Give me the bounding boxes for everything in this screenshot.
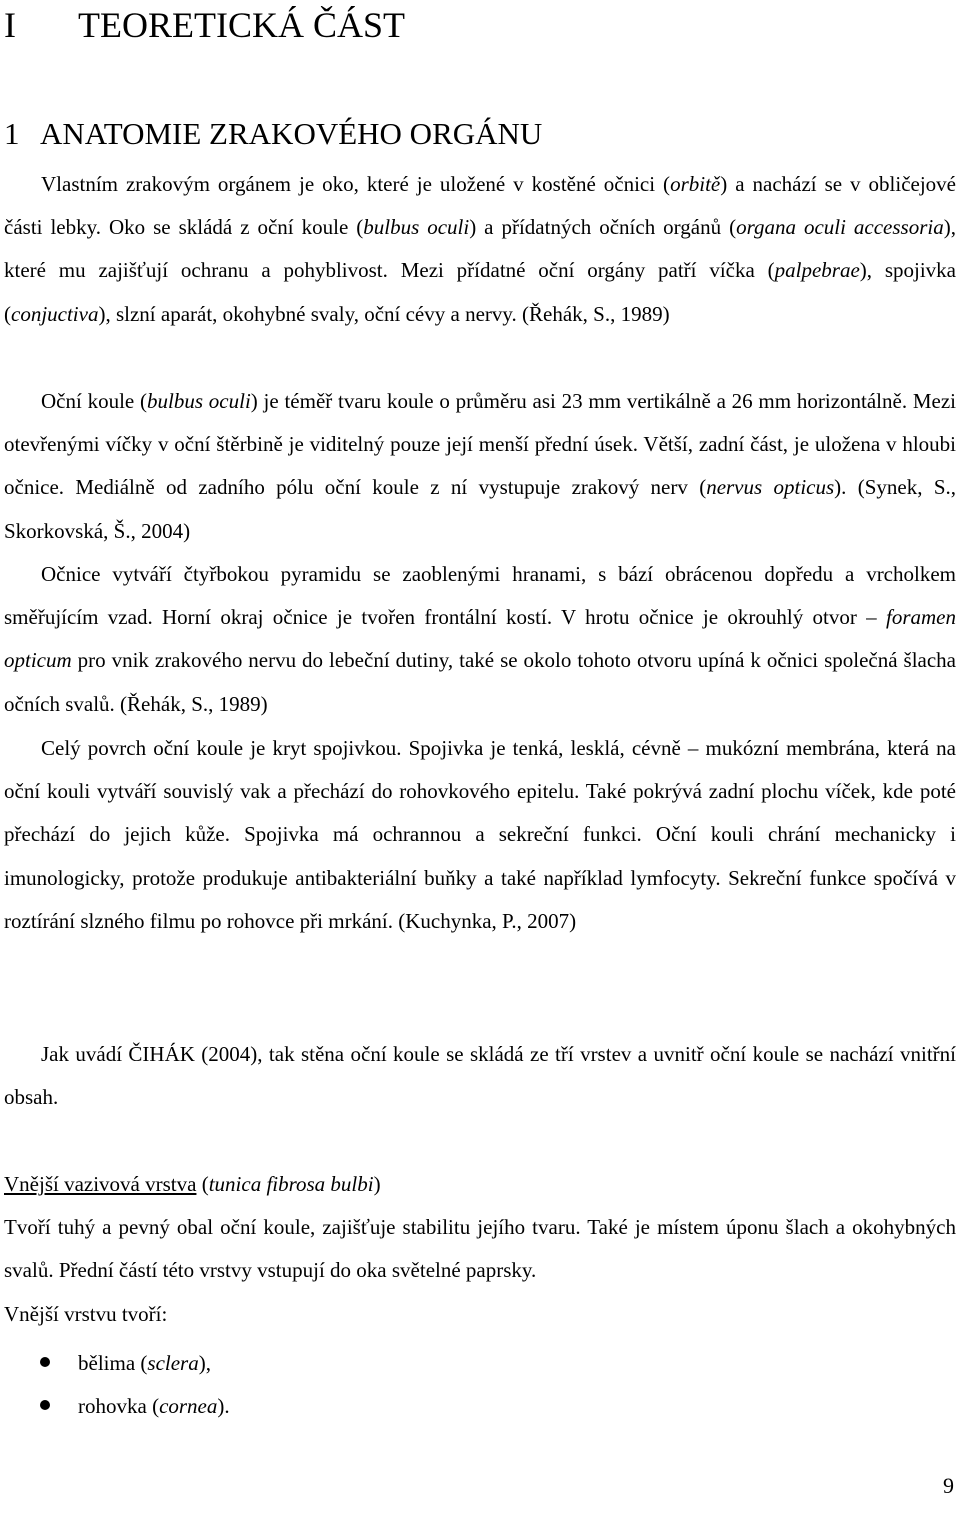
paragraph-conjunctiva: [4, 727, 956, 943]
paragraph-orbit: [4, 553, 956, 726]
text-run: (: [196, 1172, 209, 1196]
text-run: ), slzní aparát, okohybné svaly, oční cévy a nervy. (Řehák, S., 1989): [98, 301, 670, 326]
latin-term: palpebrae: [774, 258, 860, 283]
latin-term: bulbus oculi: [363, 215, 470, 240]
section-heading: [4, 1163, 956, 1206]
text-run: Jak uvádí ČIHÁK (2004), tak stěna oční koule se skládá ze tří vrstev a uvnitř oční koule se nachází vnitřní obsah.: [4, 1042, 956, 1110]
text-run: ) a nachází se v obličejové části lebky. Oko se skládá z oční koule (: [4, 172, 956, 240]
latin-term: foramen opticum: [4, 605, 956, 673]
text-run: ), spojivka (: [4, 258, 957, 326]
text-run: Celý povrch oční koule je kryt spojivkou. Spojivka je tenká, lesklá, cévně – mukózní membrána, která na oční kouli vytváří souvislý vak a přechází do rohovkového epitelu. Také pokrývá zadní plochu víček, kde poté přechází do jejich kůže. Spojivka má ochrannou a sekreční funkci. Oční kouli chrání mechanicky i imunologicky, protože produkuje antibakteriální buňky a také například lymfocyty. Sekreční funkce spočívá v roztírání slzného filmu po rohovce při mrkání. (Kuchynka, P., 2007): [4, 736, 956, 933]
part-number: I: [4, 5, 16, 45]
text-run: Vlastním zrakovým orgánem je oko, které je uložené v kostěné očnici (: [41, 172, 671, 196]
text-run: Oční koule (: [41, 389, 148, 413]
list-item: [4, 1342, 904, 1385]
latin-term: bulbus oculi: [147, 389, 251, 413]
bullet-list: [4, 1342, 904, 1428]
text-run: pro vnik zrakového nervu do lebeční dutiny, také se okolo tohoto otvoru upíná k očnici společná šlacha očních svalů. (Řehák, S., 1989): [4, 648, 956, 716]
part-title: [4, 0, 944, 50]
latin-term: cornea: [159, 1394, 218, 1419]
latin-term: sclera: [147, 1351, 199, 1375]
paragraph-eyeball-layers: [4, 1033, 956, 1119]
section-heading-text: Vnější vazivová vrstva: [4, 1172, 197, 1196]
text-run: Tvoří tuhý a pevný obal oční koule, zajišťuje stabilitu jejího tvaru. Také je místem úponu šlach a okohybných svalů. Přední částí této vrstvy vstupují do oka světelné paprsky.: [4, 1215, 956, 1283]
text-run: ).: [217, 1394, 230, 1419]
chapter-title-text: ANATOMIE ZRAKOVÉHO ORGÁNU: [40, 116, 543, 151]
paragraph-fibrous-layer: [4, 1206, 956, 1292]
chapter-number: 1: [4, 116, 20, 151]
text-run: ), které mu zajišťují ochranu a pohyblivost. Mezi přídatné oční orgány patří víčka (: [4, 215, 956, 283]
paragraph-eyeball: [4, 380, 956, 553]
part-title-text: TEORETICKÁ ČÁST: [78, 5, 405, 45]
text-run: bělima (: [78, 1351, 148, 1375]
text-run: ) a přídatných očních orgánů (: [469, 215, 737, 240]
bullet-icon: [40, 1400, 50, 1410]
text-run: ),: [198, 1351, 211, 1375]
paragraph-eye-organs: [4, 163, 956, 336]
text-run: ) je téměř tvaru koule o průměru asi 23 mm vertikálně a 26 mm horizontálně. Mezi otevřenými víčky v oční štěrbině je viditelný pouze její menší přední úsek. Větší, zadní část, je uložena v hloubi očnice. Mediálně od zadního pólu oční koule z ní vystupuje zrakový nerv (: [4, 389, 956, 500]
bullet-icon: [40, 1357, 50, 1367]
text-run: ): [373, 1172, 381, 1196]
text-run: Vnější vrstvu tvoří:: [4, 1302, 168, 1326]
list-item: [4, 1385, 904, 1428]
latin-term: organa oculi accessoria: [736, 215, 944, 240]
text-run: ). (Synek, S., Skorkovská, Š., 2004): [4, 475, 956, 543]
latin-term: conjuctiva: [11, 301, 99, 326]
latin-term: nervus opticus: [706, 475, 835, 500]
chapter-title: [4, 110, 944, 158]
page-number: 9: [943, 1473, 954, 1498]
latin-term: tunica fibrosa bulbi: [208, 1172, 374, 1196]
paragraph-outer-layer-intro: [4, 1293, 956, 1336]
text-run: rohovka (: [78, 1394, 160, 1419]
text-run: Očnice vytváří čtyřbokou pyramidu se zaoblenými hranami, s bází obrácenou dopředu a vrcholkem směřujícím vzad. Horní okraj očnice je tvořen frontální kostí. V hrotu očnice je okrouhlý otvor –: [4, 562, 956, 630]
latin-term: orbitě: [670, 172, 721, 196]
